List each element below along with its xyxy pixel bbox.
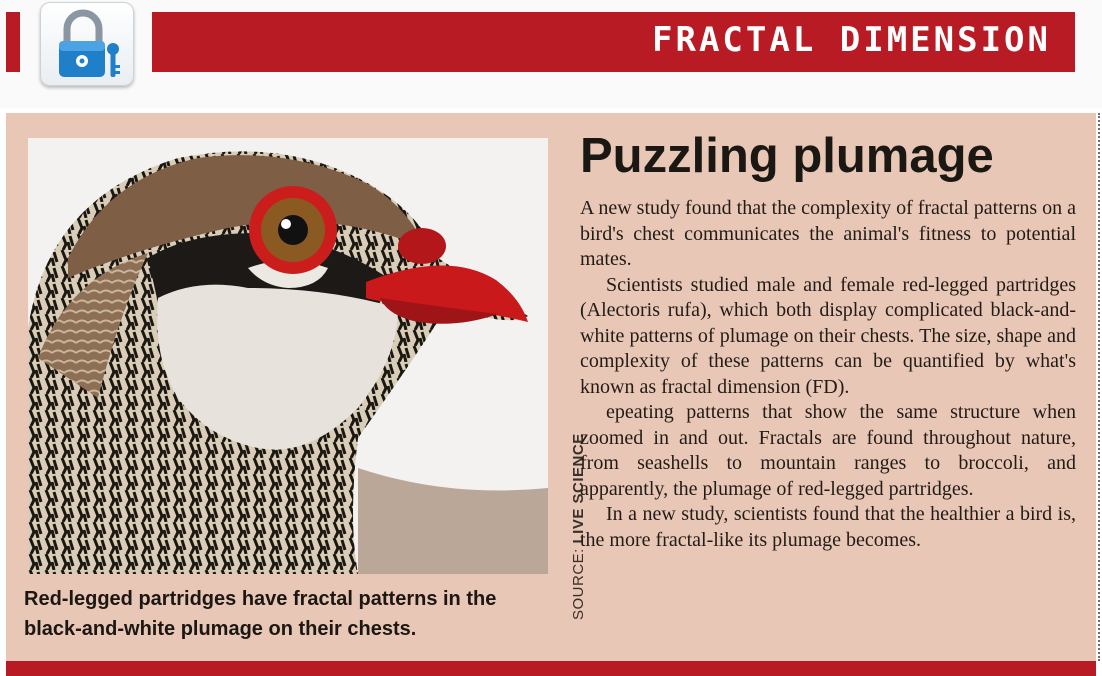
section-banner xyxy=(152,12,1075,72)
bottom-rule xyxy=(6,661,1096,676)
article-headline: Puzzling plumage xyxy=(580,129,994,183)
source-name: LIVE SCIENCE xyxy=(570,433,587,544)
article-paragraph: epeating patterns that show the same structure when zoomed in and out. Fractals are found throughout nature, from seashells to mountain ranges to broccoli, and apparently, the plumage of red-legged partridges. xyxy=(580,401,1076,500)
article-paragraph: A new study found that the complexity of fractal patterns on a bird's chest communicates the animal's fitness to potential mates. xyxy=(580,197,1076,270)
section-title: FRACTAL DIMENSION xyxy=(652,20,1051,60)
header-tab-left xyxy=(6,12,20,72)
article-paragraph: In a new study, scientists found that the healthier a bird is, the more fractal-like its plumage becomes. xyxy=(580,503,1076,551)
article-paragraph: Scientists studied male and female red-legged partridges (Alectoris rufa), which both display complicated black-and-white patterns of plumage on their chests. The size, shape and complexity of these patterns can be quantified by what's known as fractal dimension (FD). xyxy=(580,273,1076,398)
page-edge-dotted-rule xyxy=(1098,113,1100,661)
lock-badge xyxy=(40,2,134,86)
partridge-photo xyxy=(28,138,548,574)
partridge-illustration xyxy=(28,138,548,574)
photo-caption: Red-legged partridges have fractal patterns in the black-and-white plumage on their chests. xyxy=(24,588,497,640)
section-header xyxy=(0,0,1102,108)
article-body xyxy=(580,196,1076,553)
padlock-with-key-icon xyxy=(53,9,123,81)
source-prefix: SOURCE: xyxy=(570,543,587,620)
